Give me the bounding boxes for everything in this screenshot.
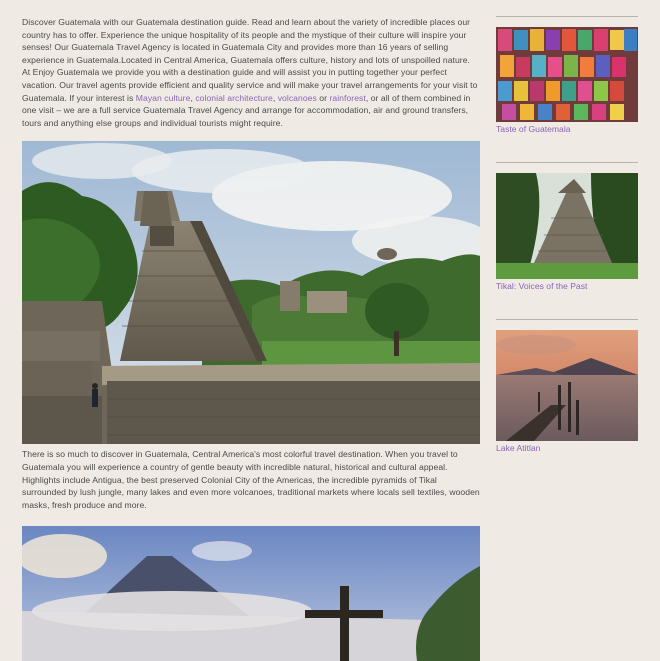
divider [496, 319, 638, 320]
sidebar-item-lake-atitlan[interactable] [496, 319, 638, 453]
sidebar-item-taste-of-guatemala[interactable] [496, 16, 638, 134]
textiles-market-photo[interactable] [496, 27, 638, 122]
separator: , [190, 92, 196, 103]
sidebar-caption-tikal[interactable]: Tikal: Voices of the Past [496, 281, 588, 291]
link-rainforest[interactable]: rainforest [329, 92, 366, 103]
divider [496, 16, 638, 17]
link-colonial-architecture[interactable]: colonial architecture [195, 92, 273, 103]
sidebar-caption-lake-atitlan[interactable]: Lake Atitlan [496, 443, 541, 453]
sidebar [496, 16, 638, 453]
second-paragraph: There is so much to discover in Guatemala, Central America's most colorful travel destination. When you travel to Guatemala you will experience a country of gentle beauty with incredible natural, historical and cultural appeal. Highlights include Antigua, the best preserved Colonial City of the Americas, the incredible pyramids of Tikal surrounded by lush jungle, many lakes and even more volcanoes, traditional markets where locals sell textiles, wooden masks, fresh produce and more. [22, 449, 480, 510]
tikal-temple-photo [22, 141, 480, 444]
divider [496, 162, 638, 163]
tikal-pyramid-photo[interactable] [496, 173, 638, 279]
sidebar-caption-taste[interactable]: Taste of Guatemala [496, 124, 571, 134]
link-volcanoes[interactable]: volcanoes [277, 92, 317, 103]
intro-text-end: , or all of them combined in one visit – we are a full service Guatemala Travel Agency and arrange for accommodation, air and ground transfers, tours and anything else groups and individual tourists might require. [22, 92, 471, 128]
intro-paragraph [22, 16, 480, 129]
sidebar-item-tikal[interactable] [496, 162, 638, 291]
lake-atitlan-photo[interactable] [496, 330, 638, 441]
separator: or [316, 92, 330, 103]
main-content [22, 16, 480, 661]
volcano-cross-photo [22, 526, 480, 661]
link-mayan-culture[interactable]: Mayan culture [135, 92, 191, 103]
separator: , [272, 92, 278, 103]
intro-text: Discover Guatemala with our Guatemala destination guide. Read and learn about the variety of incredible places our country has to offer. Experience the unique hospitality of its people and the mystique of their culture will inspire your senses! Our Guatemala Travel Agency is located in Guatemala City and provides more than 16 years of selling experience in Guatemala.Located in Central America, Guatemala offers culture, history and lots of unspoilled nature. At Enjoy Guatemala we provide you with a destination guide and will assist you in putting together your perfect vacation. Our travel agents provide efficient and quality service and will make your travel arrangements for your visit to Guatemala. If your interest is [22, 17, 478, 103]
